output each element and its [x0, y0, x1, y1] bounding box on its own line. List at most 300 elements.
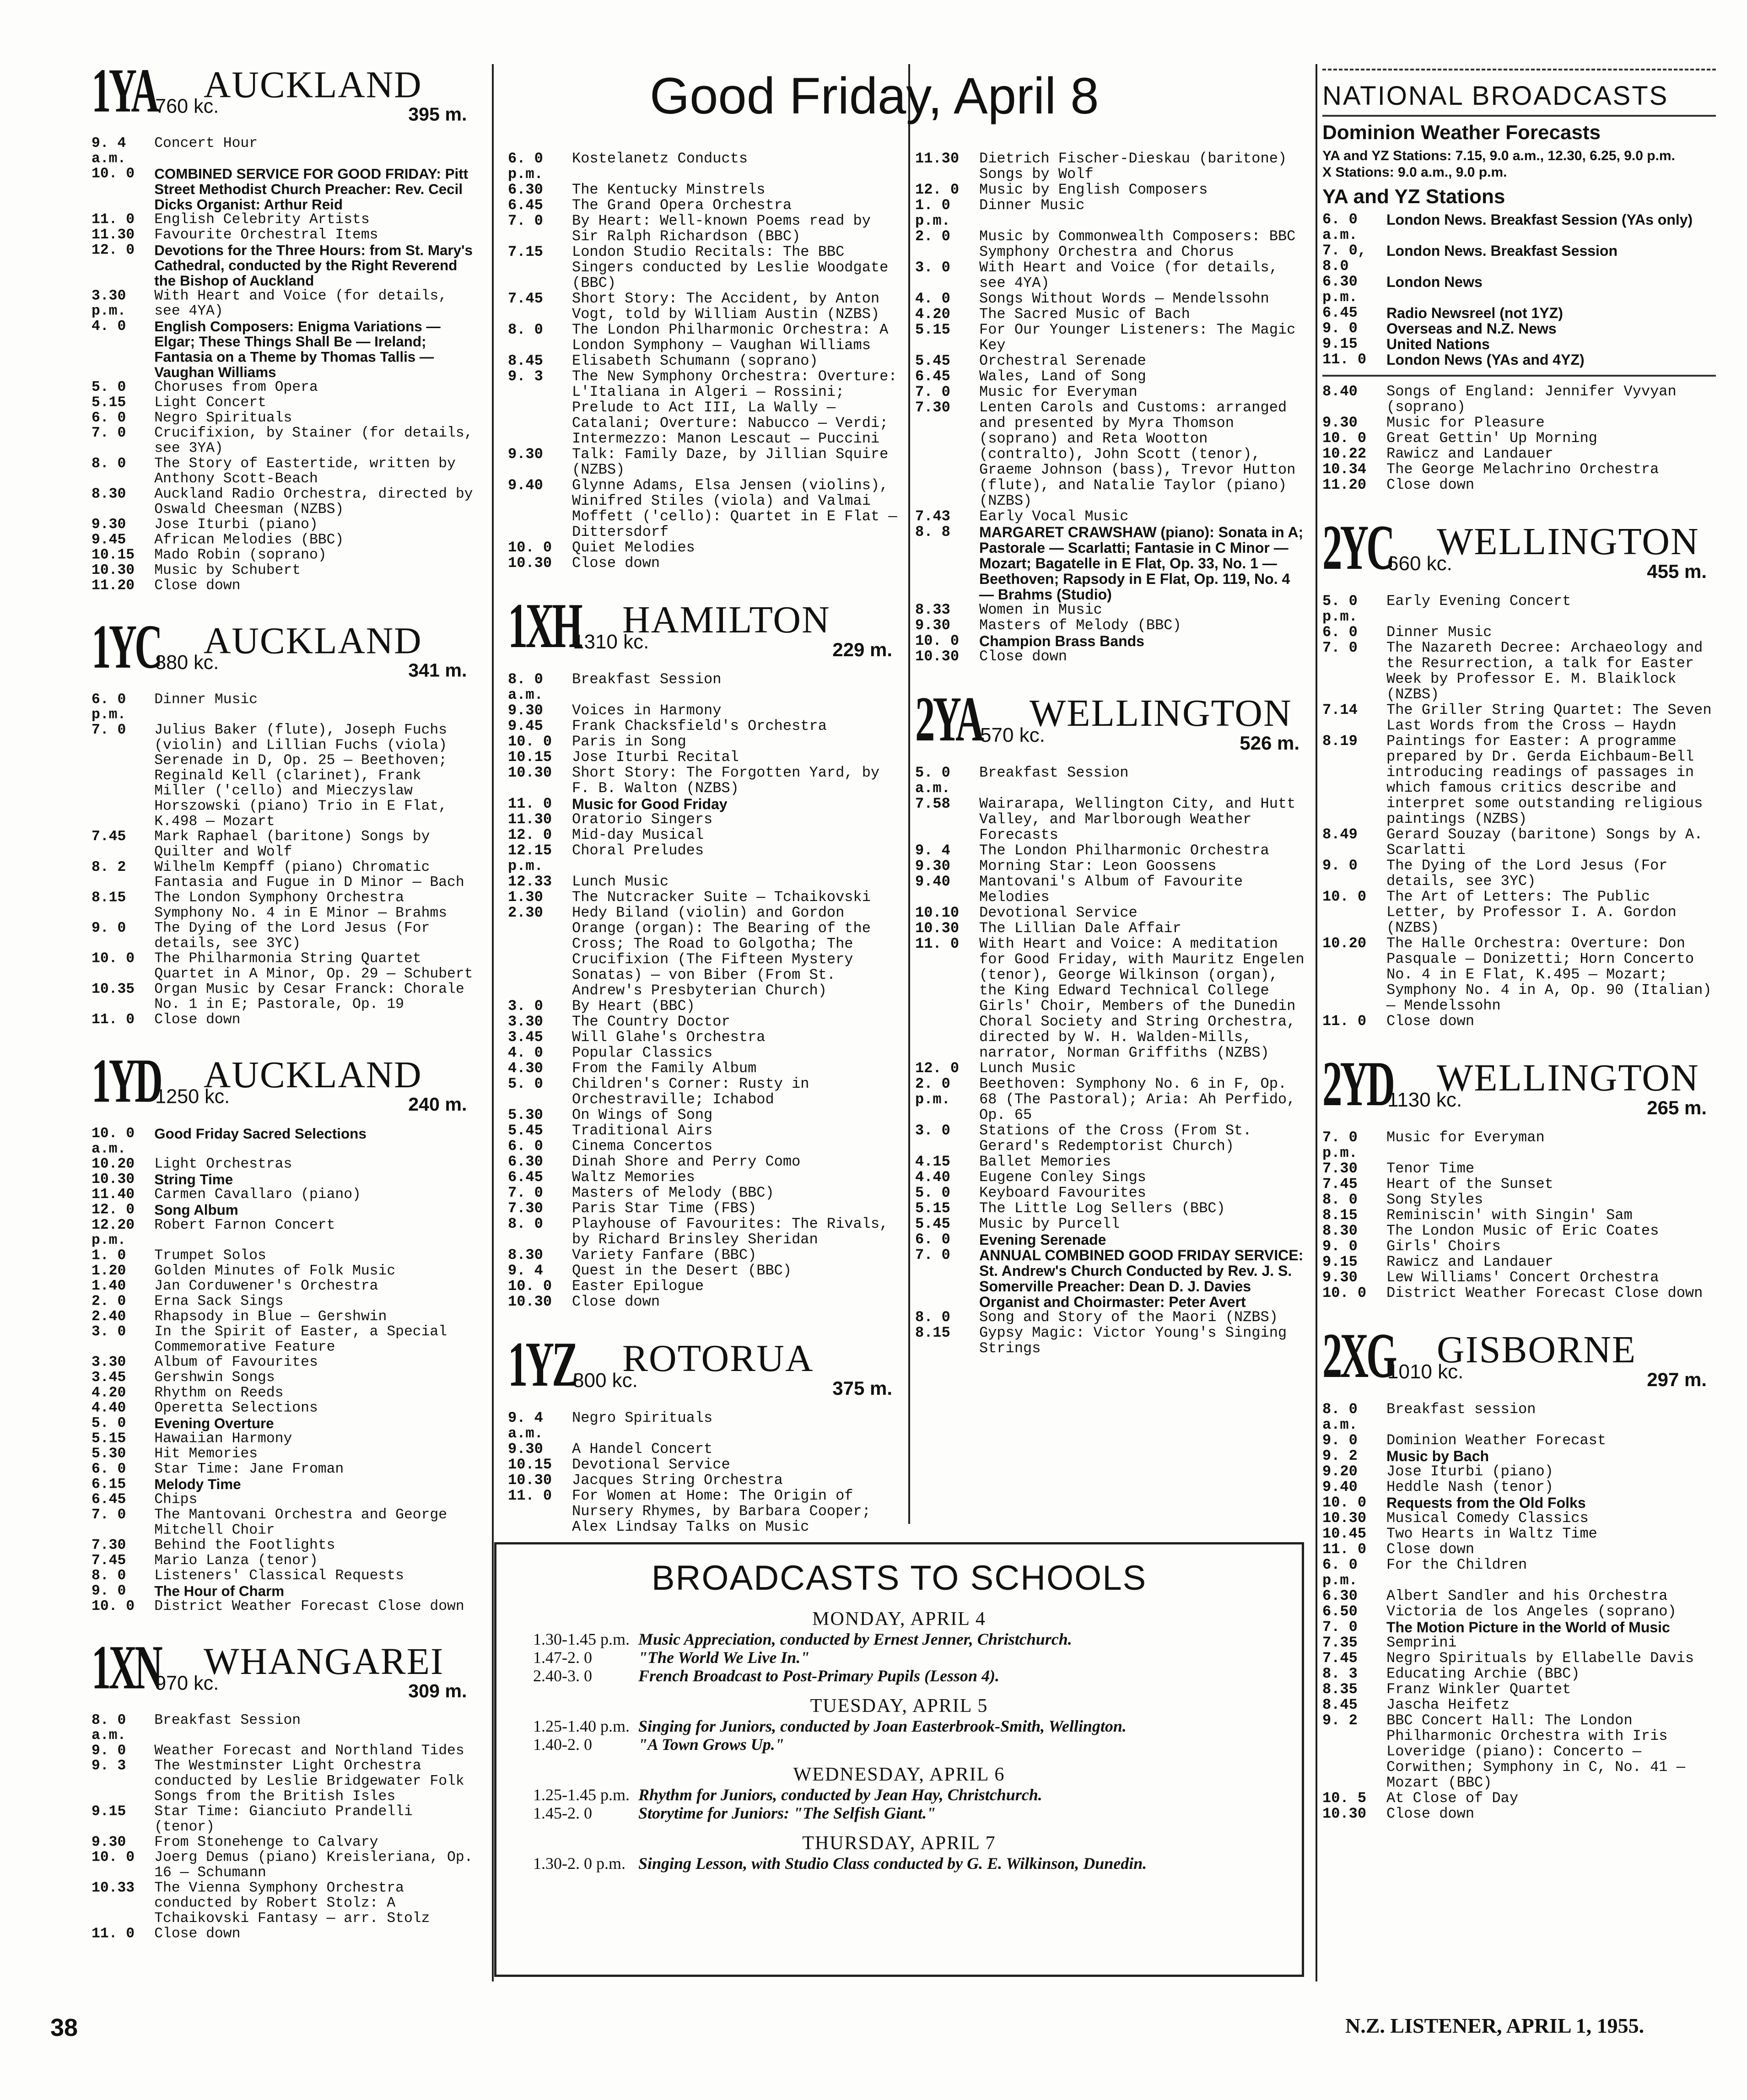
programme-row: [92, 578, 476, 593]
programme-title: The New Symphony Orchestra: Overture: L'Italiana in Algeri — Rossini; Prelude to Act III, La Wally — Catalani; Overture: Nabucco — Verdi; Intermezzo: Manon Lescaut — Puccini: [572, 368, 897, 447]
programme-row: [1322, 1495, 1716, 1511]
programme-time: 7.45: [508, 290, 543, 307]
schools-day: MONDAY, APRIL 4: [812, 1609, 986, 1630]
programme-row: [92, 1492, 476, 1507]
programme-row: [508, 796, 901, 812]
programme-title: Dietrich Fischer-Dieskau (baritone) Songs by Wolf: [979, 150, 1287, 183]
programme-title: The Dying of the Lord Jesus (For details, see 3YC): [1386, 857, 1668, 890]
programme-row: [915, 1232, 1309, 1247]
programme-time: 5.45: [915, 1215, 950, 1232]
programme-time: 7.43: [915, 508, 950, 525]
programme-time: 7.14: [1322, 702, 1358, 718]
programme-time: 2.30: [508, 904, 543, 921]
programme-time: 6.50: [1322, 1603, 1358, 1620]
programme-row: [508, 1473, 901, 1488]
programme-time: 8. 0: [1322, 1191, 1358, 1208]
programme-title: Close down: [154, 577, 241, 594]
programme-time: 6.30: [508, 1153, 543, 1170]
programme-title: District Weather Forecast Close down: [154, 1598, 464, 1614]
programme-row: [1322, 352, 1716, 367]
programme-row: [915, 1185, 1309, 1201]
programme-title: Jose Iturbi (piano): [1386, 1463, 1553, 1480]
station-2ya: [915, 684, 1309, 1357]
programme-time: 1. 0: [92, 1247, 126, 1264]
programme-row: [92, 1850, 476, 1880]
programme-row: [92, 951, 476, 982]
programme-time: 7.15: [508, 243, 543, 260]
programme-time: 7.30: [1322, 1160, 1358, 1177]
programme-row: [508, 1294, 901, 1310]
schools-description: Singing for Juniors, conducted by Joan Easterbrook-Smith, Wellington.: [638, 1717, 1127, 1735]
programme-time: 6.45: [508, 197, 543, 214]
programme-time: 9.30: [92, 1833, 126, 1851]
programme-time: 8. 2: [92, 858, 126, 875]
programme-row: [508, 556, 901, 571]
programme-row: [92, 1431, 476, 1446]
programme-row: [92, 1553, 476, 1568]
programme-time: 11.30: [508, 811, 552, 828]
programme-row: [1322, 1270, 1716, 1285]
schools-title: BROADCASTS TO SCHOOLS: [651, 1559, 1147, 1598]
schools-days: [496, 1608, 1302, 1873]
programme-title: Dinner Music: [1386, 624, 1492, 641]
programme-row: [92, 426, 476, 456]
programme-row: [1322, 431, 1716, 446]
programme-time: 3.30: [508, 1013, 543, 1030]
station-call-sign: 1YA: [92, 56, 157, 126]
programme-row: [1322, 1130, 1716, 1161]
programme-row: [508, 1123, 901, 1139]
programme-row: [508, 812, 901, 827]
programme-time: 10. 0: [1322, 1285, 1367, 1301]
programme-row: [1322, 1161, 1716, 1177]
programme-title: Variety Fanfare (BBC): [572, 1247, 757, 1263]
schools-description: Singing Lesson, with Studio Class conducted by G. E. Wilkinson, Dunedin.: [638, 1854, 1147, 1873]
programme-time: 4.15: [915, 1153, 950, 1170]
schools-item: [533, 1786, 1274, 1804]
programme-row: [92, 1507, 476, 1538]
programme-time: 9. 4: [915, 842, 950, 859]
programme-row: [508, 1076, 901, 1107]
programme-time: 12.33: [508, 873, 552, 890]
programme-row: [1322, 1254, 1716, 1270]
station-frequency: 970 kc.: [155, 1672, 219, 1695]
programme-time: 7.45: [1322, 1176, 1358, 1193]
programme-title: Early Vocal Music: [979, 508, 1129, 525]
programme-title: Weather Forecast and Northland Tides: [154, 1742, 464, 1759]
programme-row: [508, 765, 901, 796]
programme-time: 10.30: [92, 1171, 135, 1188]
programme-time: 11. 0: [92, 1011, 135, 1028]
programme-row: [92, 1758, 476, 1804]
programme-title: The Dying of the Lord Jesus (For details, see 3YC): [154, 919, 430, 952]
programme-time: 10. 0: [1322, 1494, 1367, 1511]
programme-row: [915, 182, 1309, 198]
programme-time: 5.15: [915, 1200, 950, 1217]
programme-row: [915, 524, 1309, 602]
programme-time: 9. 0: [92, 919, 126, 936]
programme-time: 6.45: [92, 1491, 126, 1508]
programme-time: 10. 0: [508, 1278, 552, 1295]
programme-time: 10. 0: [92, 1849, 135, 1866]
programme-title: Mado Robin (soprano): [154, 546, 327, 563]
programme-title: Wales, Land of Song: [979, 368, 1146, 385]
column-rule-1: [492, 64, 494, 1981]
station-wavelength: 265 m.: [1647, 1097, 1707, 1118]
station-header: [915, 684, 1309, 765]
programme-title: Auckland Radio Orchestra, directed by Oswald Cheesman (NZBS): [154, 486, 473, 518]
schools-time: 1.30-1.45 p.m.: [533, 1630, 630, 1648]
station-1ya-evening: [508, 151, 901, 571]
programme-time: 9. 3: [92, 1757, 126, 1774]
programme-time: 7. 0: [915, 1247, 950, 1263]
station-city: AUCKLAND: [204, 1054, 422, 1096]
programme-title: Girls' Choirs: [1386, 1238, 1501, 1255]
programme-title: Breakfast session: [1386, 1401, 1536, 1418]
programme-row: [1322, 462, 1716, 477]
programme-title: Voices in Harmony: [572, 702, 722, 719]
programme-time: 9.30: [508, 1441, 543, 1458]
programme-time: 8. 3: [1322, 1665, 1358, 1682]
programme-row: [1322, 1014, 1716, 1029]
programme-title: Mark Raphael (baritone) Songs by Quilter and Wolf: [154, 828, 430, 860]
programme-title: Radio Newsreel (not 1YZ): [1386, 305, 1563, 321]
programme-title: Music for Everyman: [979, 383, 1138, 400]
programme-time: 5.15: [915, 321, 950, 338]
programme-title: Keyboard Favourites: [979, 1184, 1146, 1201]
programme-time: 7. 0: [92, 424, 126, 441]
programme-row: [92, 1370, 476, 1385]
programme-row: [915, 796, 1309, 843]
station-header: [92, 56, 476, 136]
programme-row: [1322, 477, 1716, 493]
programme-time: 11.20: [1322, 476, 1367, 493]
programme-time: 9.30: [1322, 1269, 1358, 1286]
programme-row: [92, 692, 476, 723]
station-header: [92, 1046, 476, 1126]
schools-time: 1.40-2. 0: [533, 1735, 592, 1754]
station-header: [1322, 1048, 1716, 1130]
programme-title: Morning Star: Leon Goossens: [979, 858, 1217, 875]
programme-title: Album of Favourites: [154, 1354, 318, 1371]
programme-row: [92, 1309, 476, 1324]
programme-time: 6.45: [915, 368, 950, 385]
programme-row: [92, 1880, 476, 1926]
programme-title: Will Glahe's Orchestra: [572, 1029, 766, 1046]
programme-title: Talk: Family Daze, by Jillian Squire (NZBS): [572, 446, 889, 478]
programme-title: Heddle Nash (tenor): [1386, 1479, 1553, 1495]
programme-title: Organ Music by Cesar Franck: Chorale No. 1 in E; Pastorale, Op. 19: [154, 980, 464, 1013]
stations-heading: YA and YZ Stations: [1322, 185, 1505, 208]
programme-row: [1322, 1526, 1716, 1542]
programme-row: [1322, 1635, 1716, 1651]
issue-line: N.Z. LISTENER, APRIL 1, 1955.: [1345, 2014, 1645, 2037]
programme-time: 7. 0: [92, 721, 126, 738]
programme-time: 5.45: [508, 1122, 543, 1139]
programme-row: [1322, 415, 1716, 431]
programme-title: The Little Log Sellers (BBC): [979, 1200, 1225, 1217]
programme-time: 5. 0: [92, 378, 126, 396]
programme-title: Early Evening Concert: [1386, 593, 1571, 610]
programme-time: 6. 0 p.m.: [1322, 1556, 1358, 1589]
programme-title: Music for Good Friday: [572, 796, 728, 812]
programme-row: [915, 921, 1309, 936]
schools-description: Storytime for Juniors: "The Selfish Giant.": [638, 1804, 936, 1822]
programme-title: Victoria de los Angeles (soprano): [1386, 1603, 1677, 1620]
programme-title: Hit Memories: [154, 1445, 258, 1462]
programme-time: 4.40: [915, 1169, 950, 1186]
programme-row: [915, 874, 1309, 905]
programme-row: [1322, 1192, 1716, 1208]
programme-row: [1322, 1604, 1716, 1620]
programme-time: 9. 4 a.m.: [508, 1409, 543, 1442]
station-wavelength: 297 m.: [1647, 1369, 1707, 1390]
programme-title: Mario Lanza (tenor): [154, 1552, 318, 1569]
programme-row: [508, 1014, 901, 1030]
programme-title: Easter Epilogue: [572, 1278, 704, 1295]
schools-item: [533, 1630, 1274, 1648]
programme-title: Dinner Music: [154, 691, 258, 708]
programme-row: [508, 1216, 901, 1247]
programme-row: [1322, 1666, 1716, 1682]
programme-row: [508, 1457, 901, 1473]
programme-row: [915, 1154, 1309, 1170]
programme-time: 5.15: [92, 394, 126, 411]
programme-title: Negro Spirituals: [154, 409, 292, 426]
programme-title: The London Symphony Orchestra Symphony No. 4 in E Minor — Brahms: [154, 889, 448, 921]
programme-row: [508, 1488, 901, 1535]
programme-title: Evening Overture: [154, 1415, 274, 1431]
programme-time: 10.30: [915, 648, 960, 665]
programme-title: Mantovani's Album of Favourite Melodies: [979, 873, 1243, 906]
programme-title: Dinah Shore and Perry Como: [572, 1153, 801, 1170]
programme-row: [92, 1012, 476, 1027]
programme-time: 10.15: [92, 546, 135, 563]
programme-row: [508, 213, 901, 244]
programme-time: 4. 0: [508, 1044, 543, 1061]
programme-title: The Story of Eastertide, written by Anthony Scott-Beach: [154, 455, 456, 487]
programme-title: With Heart and Voice (for details, see 4YA): [979, 259, 1278, 292]
programme-row: [1322, 336, 1716, 352]
station-frequency: 1010 kc.: [1387, 1360, 1464, 1383]
programme-row: [1322, 1479, 1716, 1495]
programme-row: [92, 1568, 476, 1583]
programme-time: 7. 0, 8.0: [1322, 242, 1367, 275]
programme-time: 7. 0: [508, 1184, 543, 1201]
programme-title: Albert Sandler and his Orchestra: [1386, 1587, 1668, 1604]
programme-title: Franz Winkler Quartet: [1386, 1681, 1571, 1698]
programme-row: [508, 1201, 901, 1216]
programme-time: 1.20: [92, 1262, 126, 1279]
programme-time: 10.30: [1322, 1805, 1367, 1822]
programme-row: [1322, 274, 1716, 305]
programme-title: Music for Pleasure: [1386, 414, 1545, 431]
programme-title: Frank Chacksfield's Orchestra: [572, 718, 827, 734]
programme-time: 4.30: [508, 1060, 543, 1077]
programme-title: Carmen Cavallaro (piano): [154, 1186, 361, 1203]
programme-row: [92, 1263, 476, 1278]
programme-title: The Motion Picture in the World of Music: [1386, 1619, 1670, 1636]
page-title: Good Friday, April 8: [650, 67, 1099, 124]
programme-title: Gershwin Songs: [154, 1369, 275, 1386]
programme-time: 5. 0 p.m.: [1322, 593, 1358, 625]
schools-description: "A Town Grows Up.": [638, 1735, 784, 1754]
programme-title: Listeners' Classical Requests: [154, 1567, 404, 1584]
programme-title: Ballet Memories: [979, 1153, 1111, 1170]
schools-item: [533, 1735, 1274, 1754]
programme-time: 3. 0: [915, 1122, 950, 1139]
programme-time: 3. 0: [915, 259, 950, 276]
programme-time: 5. 0: [915, 1184, 950, 1201]
programme-title: Eugene Conley Sings: [979, 1169, 1146, 1186]
station-frequency: 1310 kc.: [573, 631, 649, 653]
programme-row: [915, 618, 1309, 633]
programme-time: 9. 0: [1322, 857, 1358, 874]
programme-row: [508, 151, 901, 182]
programme-title: Rawicz and Landauer: [1386, 1253, 1553, 1270]
programme-row: [1322, 1433, 1716, 1448]
programme-row: [508, 1045, 901, 1061]
programme-title: Requests from the Old Folks: [1386, 1495, 1586, 1511]
programme-title: Close down: [1386, 476, 1475, 493]
programme-time: 10.45: [1322, 1525, 1367, 1542]
programme-row: [92, 1355, 476, 1370]
programme-time: 11. 0: [1322, 1013, 1367, 1030]
programme-time: 8. 0: [915, 1309, 950, 1326]
programme-title: African Melodies (BBC): [154, 531, 344, 548]
programme-time: 10. 0: [1322, 888, 1367, 905]
programme-title: Close down: [1386, 1541, 1475, 1558]
programme-time: 10. 0: [508, 733, 552, 750]
programme-title: Choral Preludes: [572, 842, 704, 859]
programme-title: Devotional Service: [572, 1456, 730, 1473]
station-1yz: [508, 1329, 901, 1535]
programme-row: [508, 750, 901, 765]
programme-title: Negro Spirituals by Ellabelle Davis: [1386, 1650, 1694, 1667]
schools-description: Rhythm for Juniors, conducted by Jean Hay, Christchurch.: [638, 1786, 1042, 1804]
programme-row: [92, 532, 476, 547]
national-after-list: [1322, 384, 1716, 493]
programme-title: From the Family Album: [572, 1060, 757, 1077]
programme-title: MARGARET CRAWSHAW (piano): Sonata in A; Pastorale — Scarlatti; Fantasie in C Minor — Mozart; Bagatelle in E Flat, Op. 33, No. 1 — Beethoven; Rapsody in E Flat, Op. 119, No. 4 — Brahms (Studio): [979, 524, 1304, 603]
programme-title: Chips: [154, 1491, 198, 1508]
programme-row: [92, 395, 476, 410]
programme-row: [92, 1202, 476, 1217]
programme-title: Negro Spirituals: [572, 1409, 713, 1426]
programme-row: [1322, 1682, 1716, 1697]
programme-time: 9. 0: [92, 1582, 126, 1599]
programme-row: [92, 1712, 476, 1743]
programme-time: 11.30: [915, 150, 960, 167]
schools-item: [533, 1717, 1274, 1735]
programme-row: [92, 227, 476, 243]
programme-row: [508, 874, 901, 890]
programme-title: Rhythm on Reeds: [154, 1384, 284, 1401]
station-call-sign: 2YD: [1322, 1048, 1393, 1119]
programme-row: [915, 1061, 1309, 1076]
programme-row: [1322, 1177, 1716, 1192]
programme-row: [92, 859, 476, 890]
schools-item: [533, 1854, 1274, 1873]
programme-title: The Art of Letters: The Public Letter, by Professor I. A. Gordon (NZBS): [1386, 888, 1677, 936]
station-header: [92, 1632, 476, 1713]
programme-time: 1.40: [92, 1277, 126, 1294]
programme-row: [508, 478, 901, 540]
programme-title: London News: [1386, 274, 1483, 290]
programme-row: [915, 291, 1309, 307]
programme-title: Songs of England: Jennifer Vyvyan (soprano): [1386, 383, 1677, 416]
programme-row: [915, 936, 1309, 1061]
programme-row: [1322, 625, 1716, 640]
programme-time: 9.30: [915, 617, 950, 634]
programme-time: 5.15: [92, 1430, 126, 1447]
programme-row: [1322, 889, 1716, 936]
programme-title: For Women at Home: The Origin of Nursery Rhymes, by Barbara Cooper; Alex Lindsay Talks on Music: [572, 1487, 871, 1535]
programme-time: 8. 0: [508, 1215, 543, 1232]
programme-title: Traditional Airs: [572, 1122, 713, 1139]
programme-row: [92, 288, 476, 319]
programme-time: 7.45: [1322, 1650, 1358, 1667]
schools-time: 2.40-3. 0: [533, 1667, 592, 1685]
programme-title: Music by Commonwealth Composers: BBC Symphony Orchestra and Chorus: [979, 228, 1296, 260]
programme-row: [1322, 594, 1716, 625]
programme-row: [915, 602, 1309, 618]
programme-row: [92, 547, 476, 562]
programme-title: Trumpet Solos: [154, 1247, 266, 1264]
programme-row: [508, 999, 901, 1014]
programme-time: 11. 0: [508, 795, 552, 812]
programme-title: Star Time: Gianciuto Prandelli (tenor): [154, 1803, 413, 1835]
programme-row: [92, 563, 476, 578]
programme-row: [1322, 1464, 1716, 1479]
station-1yz-afternoon: [915, 151, 1309, 664]
programme-row: [1322, 702, 1716, 734]
programme-title: Popular Classics: [572, 1044, 713, 1061]
programme-time: 11. 0: [1322, 1541, 1367, 1558]
station-call-sign: 2YC: [1322, 512, 1393, 583]
programme-title: Glynne Adams, Elsa Jensen (violins), Winifred Stiles (viola) and Valmai Moffett ('cello): Quartet in E Flat — Dittersdorf: [572, 477, 897, 540]
programme-title: Semprini: [1386, 1634, 1457, 1651]
schools-item: [533, 1804, 1274, 1822]
programme-time: 8.35: [1322, 1681, 1358, 1698]
station-2yd: [1322, 1048, 1716, 1301]
station-1ya: [92, 56, 476, 594]
programme-title: United Nations: [1386, 336, 1490, 352]
programme-title: Jan Corduwener's Orchestra: [154, 1277, 378, 1294]
programme-title: Beethoven: Symphony No. 6 in F, Op. 68 (The Pastoral); Aria: Ah Perfido, Op. 65: [979, 1075, 1296, 1123]
programme-title: Musical Comedy Classics: [1386, 1510, 1589, 1527]
programme-title: Behind the Footlights: [154, 1537, 335, 1554]
programme-row: [508, 1185, 901, 1201]
programme-time: 8.45: [1322, 1696, 1358, 1713]
programme-time: 10.20: [92, 1155, 135, 1172]
programme-time: 3.30 p.m.: [92, 287, 126, 319]
programme-row: [1322, 321, 1716, 336]
programme-title: BBC Concert Hall: The London Philharmonic Orchestra with Iris Loveridge (piano): Concerto — Corwithen; Symphony in C, No. 41 — Mozart (BBC): [1386, 1712, 1685, 1791]
programme-title: Lunch Music: [979, 1060, 1076, 1077]
programme-title: Lunch Music: [572, 873, 669, 890]
programme-row: [1322, 858, 1716, 889]
programme-title: London News (YAs and 4YZ): [1386, 351, 1585, 368]
station-city: ROTORUA: [622, 1337, 814, 1380]
programme-title: Golden Minutes of Folk Music: [154, 1262, 396, 1279]
programme-time: 9. 4: [508, 1262, 543, 1279]
programme-row: [508, 672, 901, 703]
programme-title: By Heart (BBC): [572, 998, 695, 1015]
programme-title: Paris in Song: [572, 733, 686, 750]
programme-time: 8. 0 a.m.: [1322, 1401, 1358, 1433]
schools-time: 1.30-2. 0 p.m.: [533, 1854, 625, 1873]
